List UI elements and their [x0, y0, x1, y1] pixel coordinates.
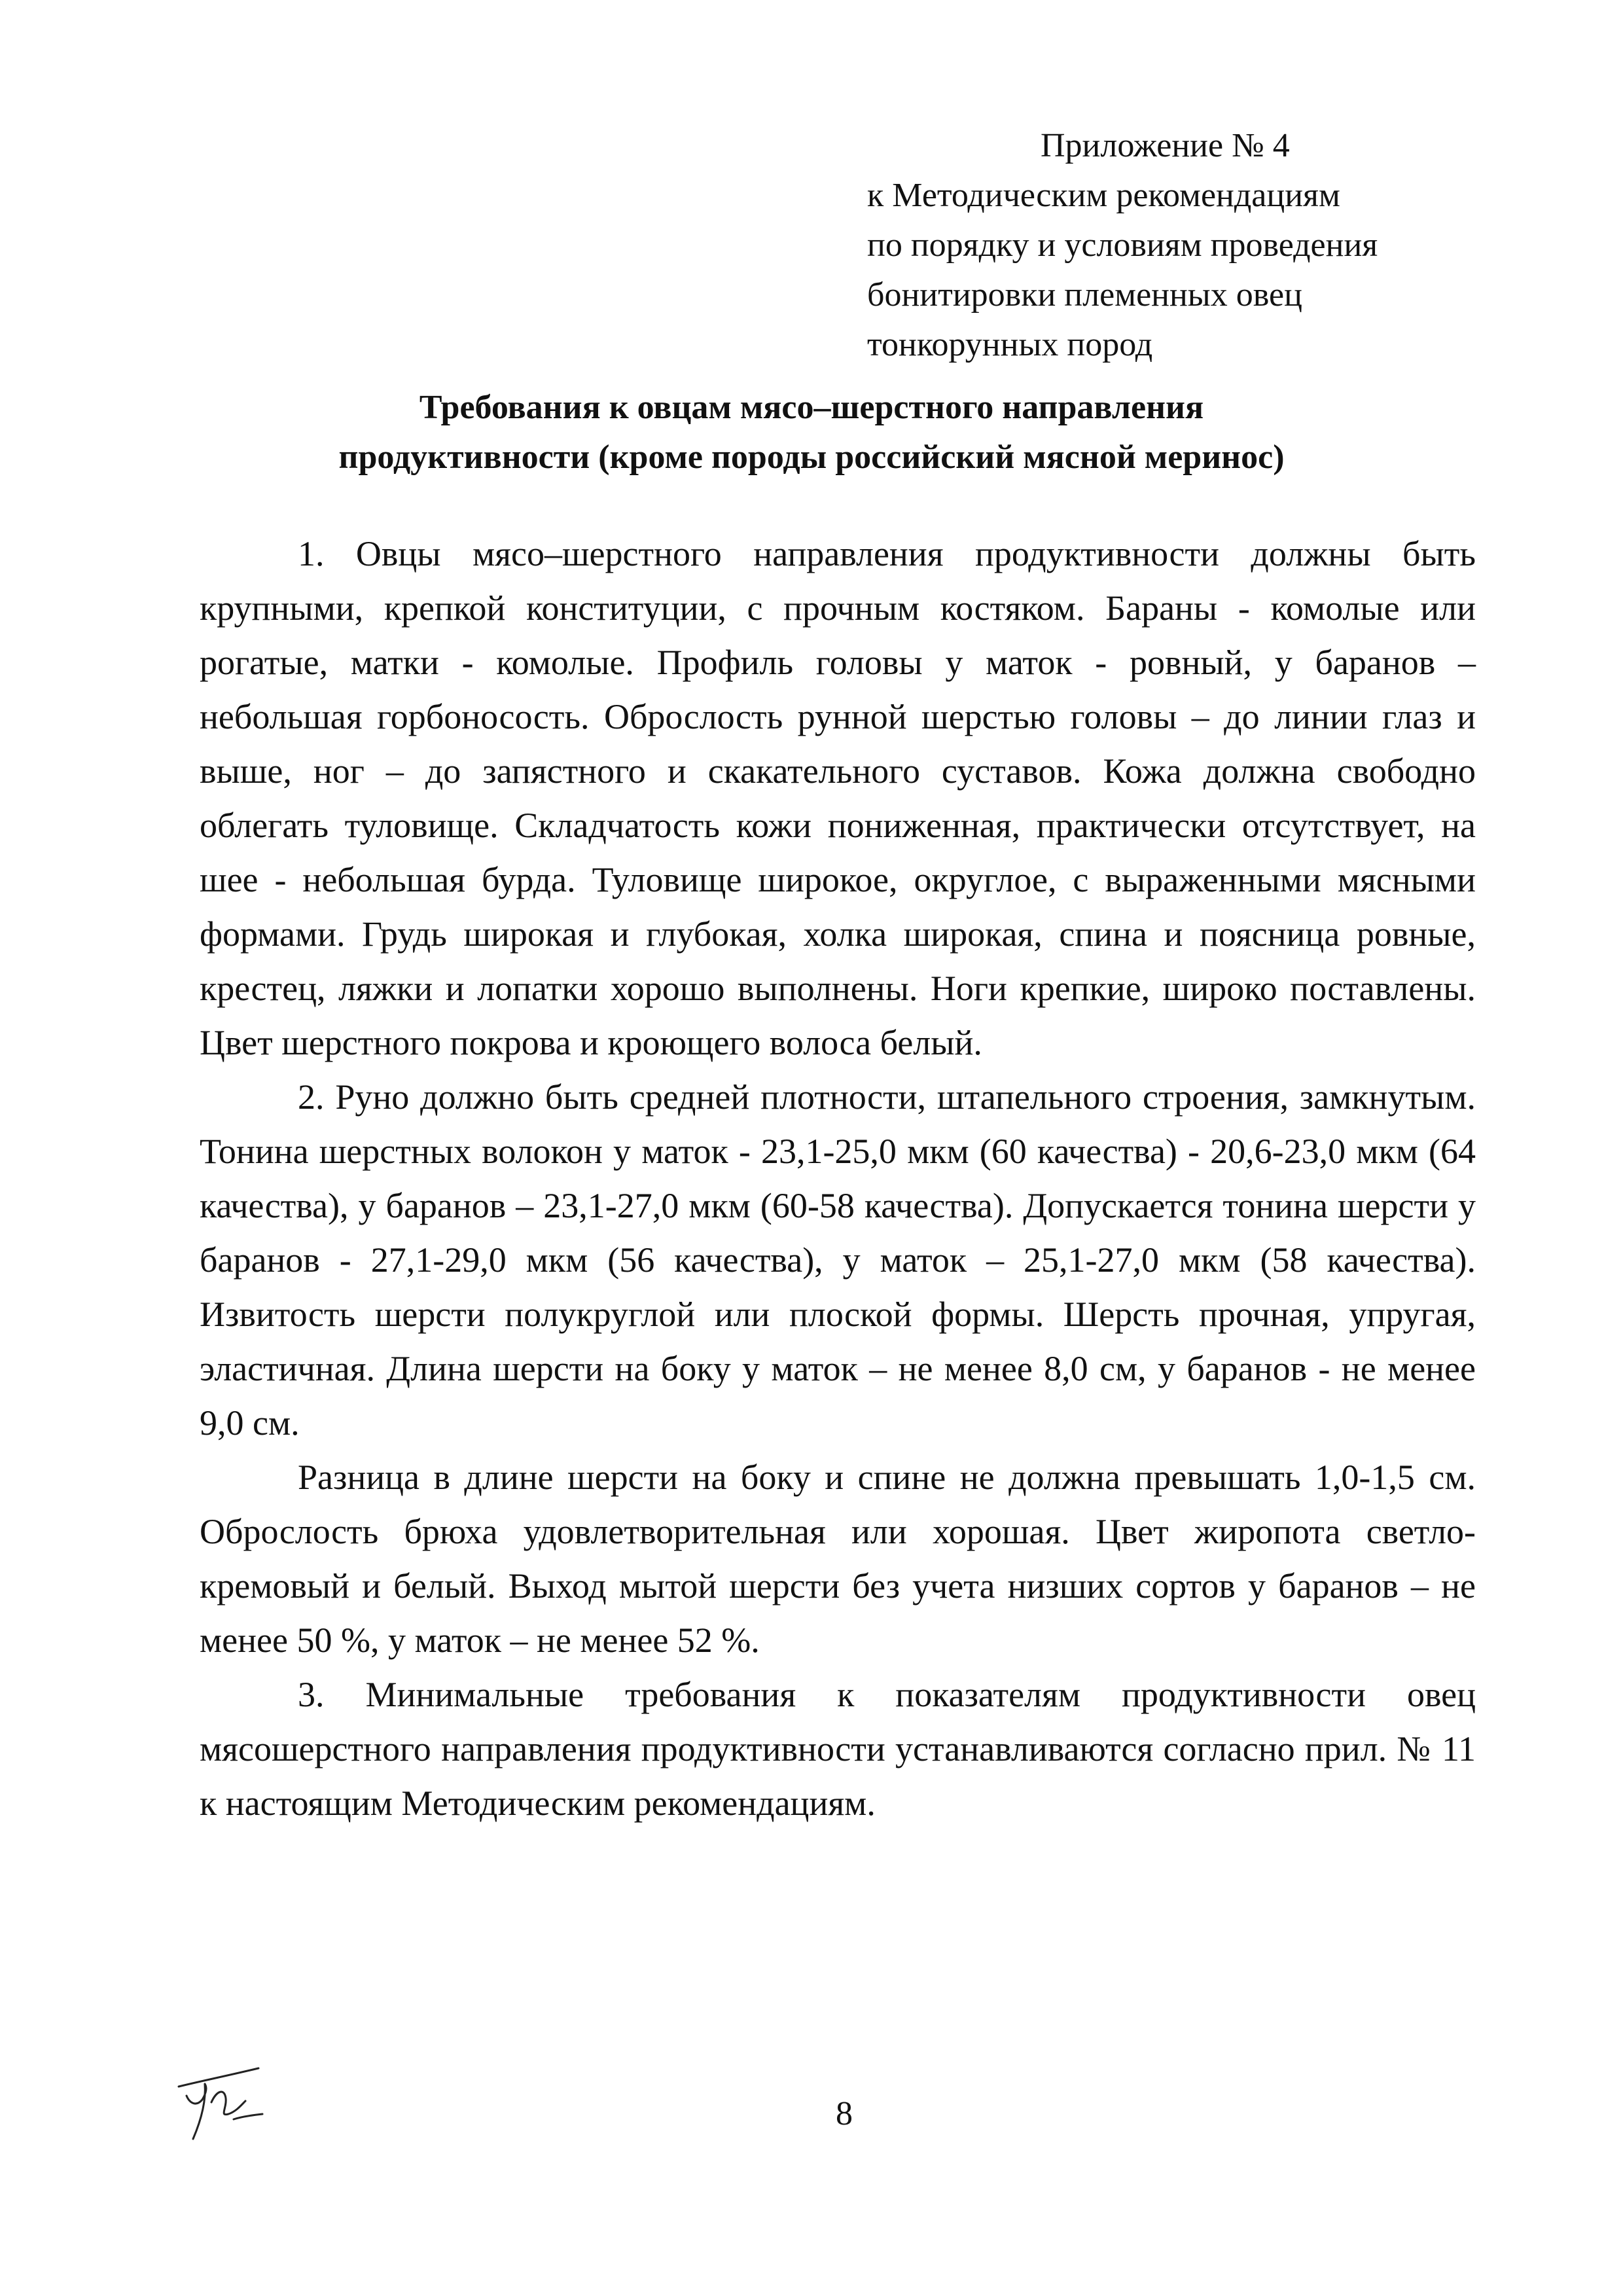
document-heading — [200, 383, 1423, 482]
annex-title: Приложение № 4 — [1041, 127, 1290, 164]
paragraph-1: 1. Овцы мясо–шерстного направления продуктивности должны быть крупными, крепкой конституции, с прочным костяком. Бараны - комолые или рогатые, матки - комолые. Профиль головы у маток - ровный, у баранов – небольшая горбоносость. Оброслость рунной шерстью головы – до линии глаз и выше, ног – до запястного и скакательного суставов. Кожа должна свободно облегать туловище. Складчатость кожи пониженная, практически отсутствует, на шее - небольшая бурда. Туловище широкое, округлое, с выраженными мясными формами. Грудь широкая и глубокая, холка широкая, спина и поясница ровные, крестец, ляжки и лопатки хорошо выполнены. Ноги крепкие, широко поставлены. Цвет шерстного покрова и кроющего волоса белый. — [200, 534, 1476, 1062]
paragraph-3: Разница в длине шерсти на боку и спине не должна превышать 1,0-1,5 см. Оброслость брюха удовлетворительная или хорошая. Цвет жиропота светло-кремовый и белый. Выход мытой шерсти без учета низших сортов у баранов – не менее 50 %, у маток – не менее 52 %. — [200, 1458, 1476, 1660]
handwritten-signature — [173, 2062, 265, 2147]
document-body — [200, 527, 1476, 1831]
heading-line-2: продуктивности (кроме породы российский мясной меринос) — [338, 439, 1285, 476]
annex-line-2: по порядку и условиям проведения — [867, 226, 1378, 264]
annex-line-4: тонкорунных пород — [867, 326, 1153, 363]
paragraph-4: 3. Минимальные требования к показателям продуктивности овец мясошерстного направления продуктивности устанавливаются согласно прил. № 11 к настоящим Методическим рекомендациям. — [200, 1675, 1476, 1823]
annex-block — [867, 121, 1522, 370]
heading-line-1: Требования к овцам мясо–шерстного направления — [419, 389, 1204, 426]
annex-line-1: к Методическим рекомендациям — [867, 177, 1340, 214]
page-number: 8 — [836, 2095, 853, 2132]
annex-line-3: бонитировки племенных овец — [867, 276, 1302, 314]
paragraph-2: 2. Руно должно быть средней плотности, штапельного строения, замкнутым. Тонина шерстных волокон у маток - 23,1-25,0 мкм (60 качества) - 20,6-23,0 мкм (64 качества), у баранов – 23,1-27,0 мкм (60-58 качества). Допускается тонина шерсти у баранов - 27,1-29,0 мкм (56 качества), у маток – 25,1-27,0 мкм (58 качества). Извитость шерсти полукруглой или плоской формы. Шерсть прочная, упругая, эластичная. Длина шерсти на боку у маток – не менее 8,0 см, у баранов - не менее 9,0 см. — [200, 1077, 1476, 1443]
